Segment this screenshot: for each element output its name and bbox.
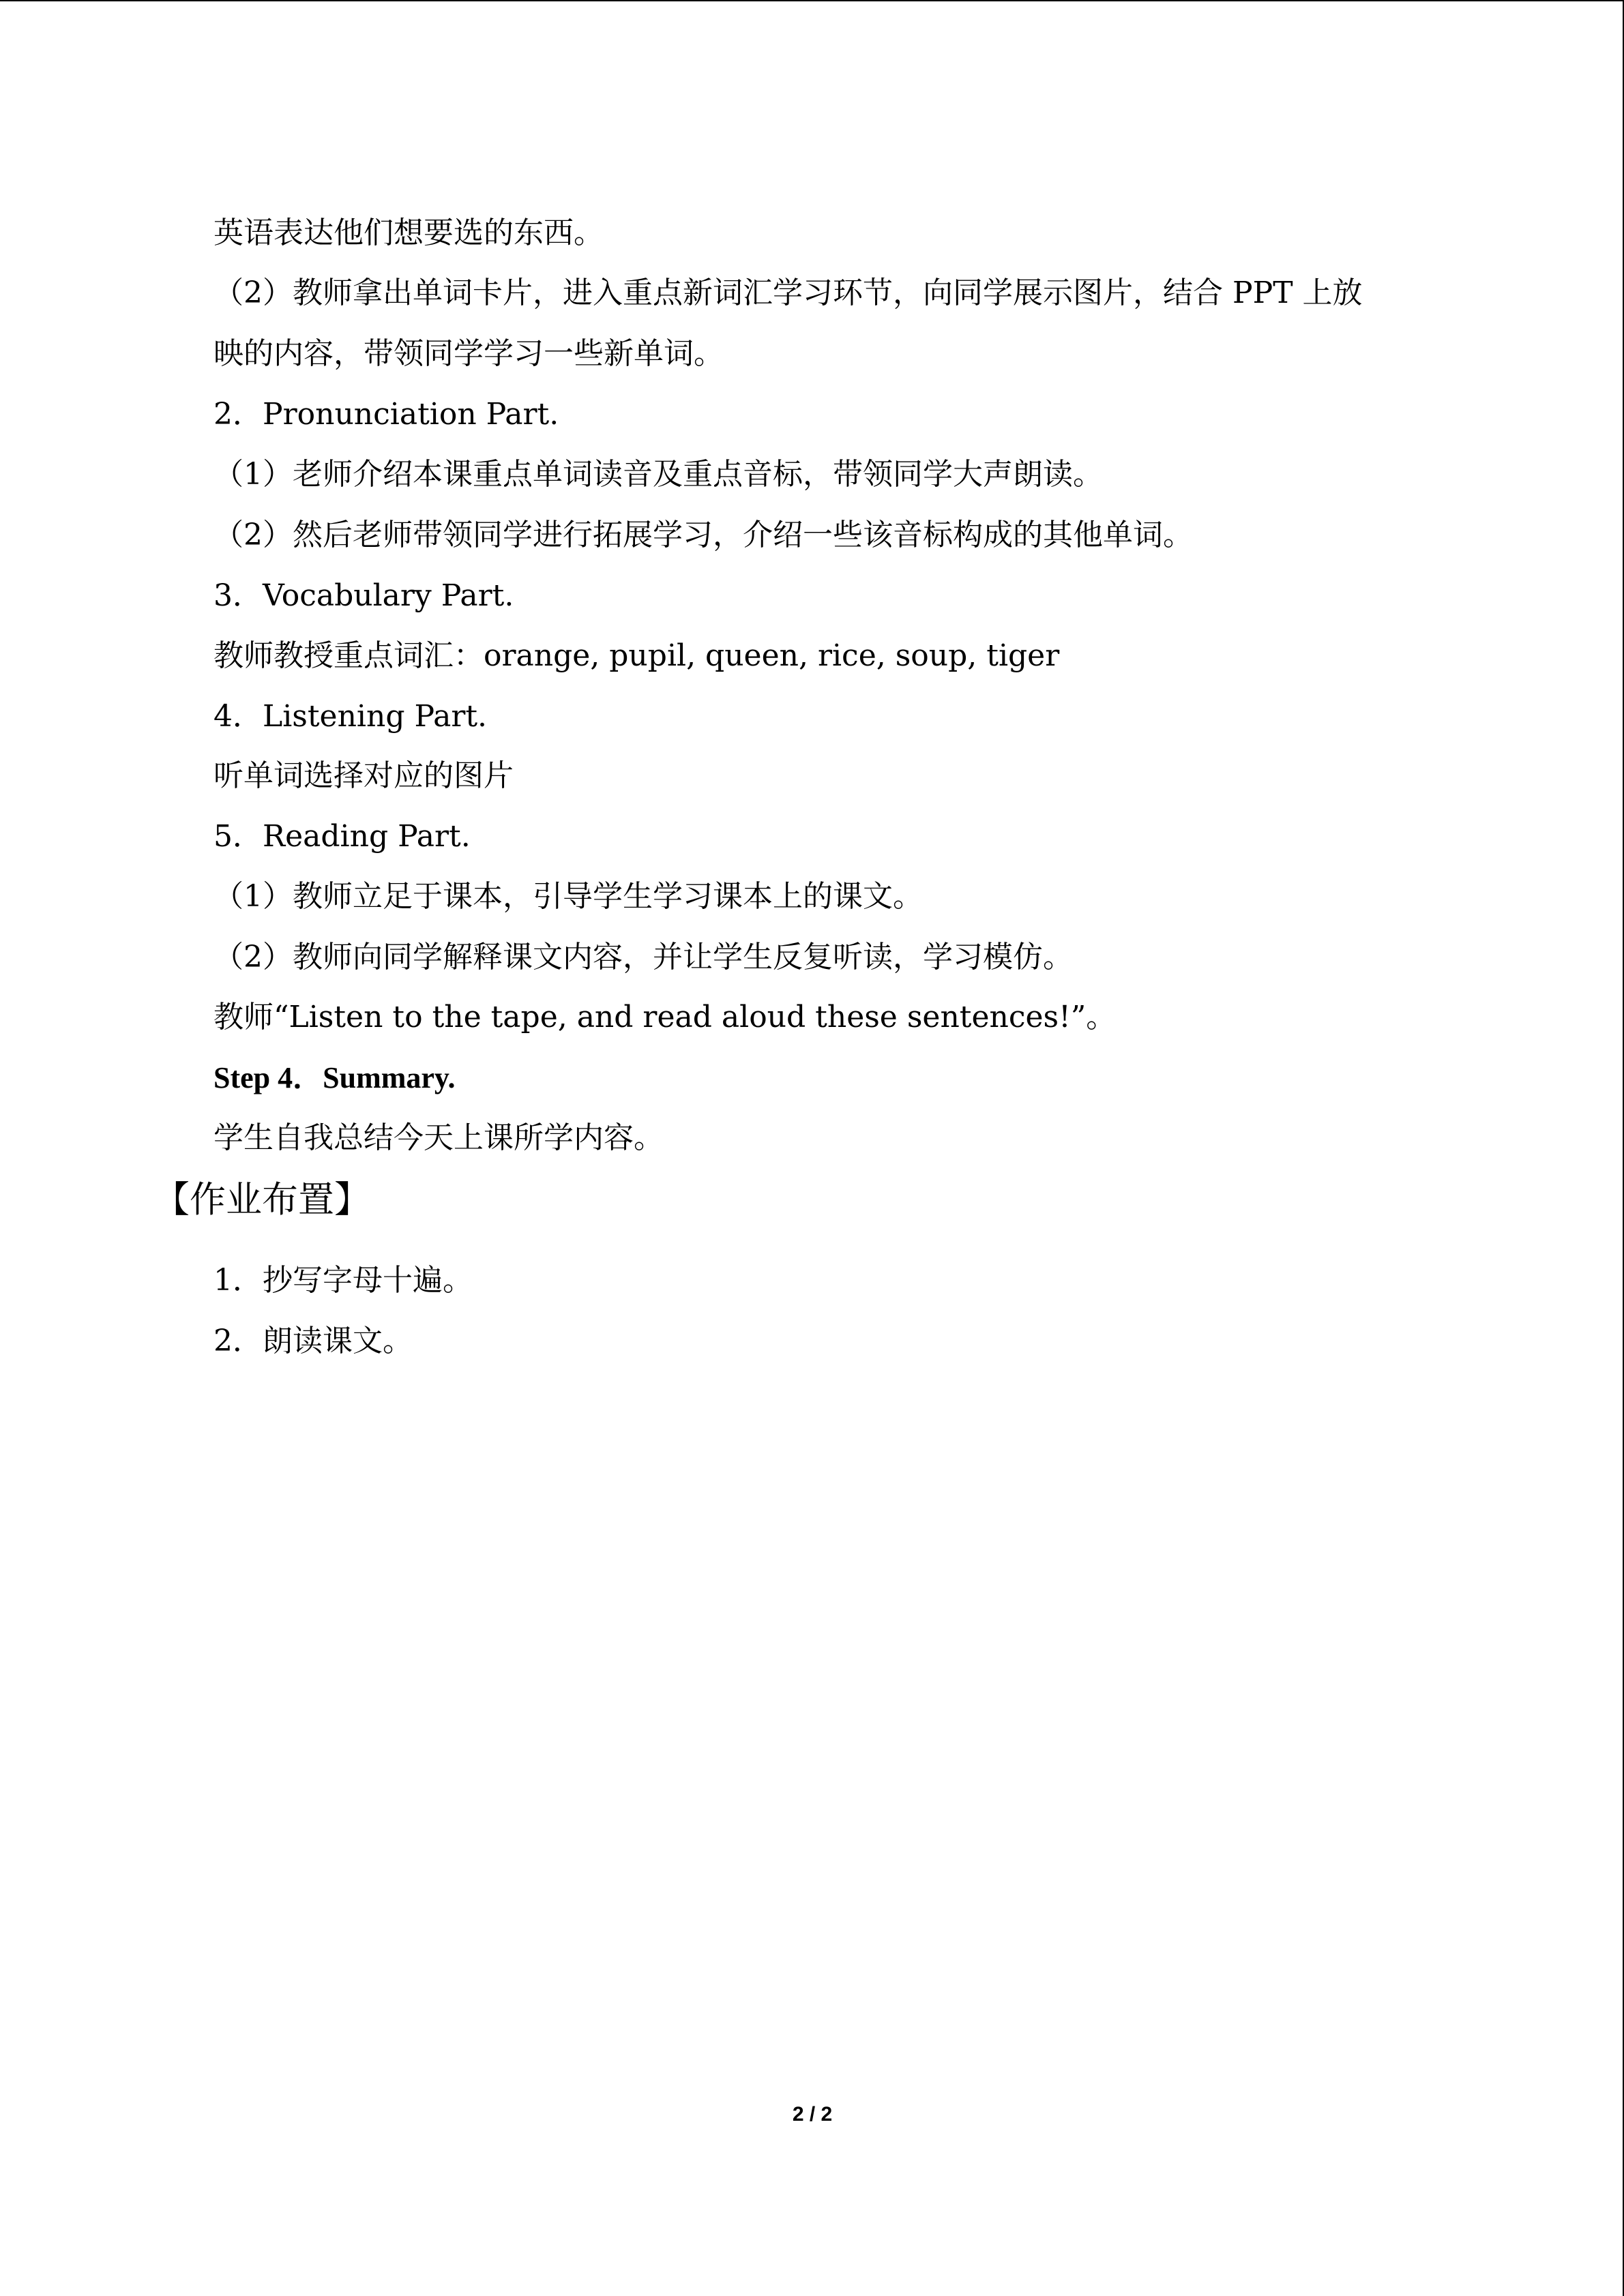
text-line: 教师“Listen to the tape, and read aloud these sentences!”。 [213,1000,1117,1034]
section-heading-reading: 5．Reading Part. [213,819,471,854]
text-line: （2）然后老师带领同学进行拓展学习，介绍一些该音标构成的其他单词。 [213,518,1193,552]
section-heading-vocabulary: 3．Vocabulary Part. [213,578,514,613]
text-line: （2）教师拿出单词卡片，进入重点新词汇学习环节，向同学展示图片，结合 PPT 上放 [213,275,1363,310]
page-number: 2 / 2 [792,2103,833,2126]
homework-heading: 【作业布置】 [153,1179,370,1221]
step-heading-summary: Step 4．Summary. [213,1061,456,1094]
text-line: （1）教师立足于课本，引导学生学习课本上的课文。 [213,879,923,914]
text-line: （1）老师介绍本课重点单词读音及重点音标，带领同学大声朗读。 [213,457,1103,492]
text-line: 英语表达他们想要选的东西。 [213,215,604,250]
homework-item: 1．抄写字母十遍。 [213,1263,473,1298]
text-line: （2）教师向同学解释课文内容，并让学生反复听读，学习模仿。 [213,940,1073,974]
homework-item: 2．朗读课文。 [213,1324,413,1358]
section-heading-pronunciation: 2．Pronunciation Part. [213,397,559,432]
text-line: 听单词选择对应的图片 [213,758,514,793]
text-line: 学生自我总结今天上课所学内容。 [213,1120,664,1155]
text-line: 教师教授重点词汇：orange, pupil, queen, rice, soup, tiger [213,638,1060,673]
section-heading-listening: 4．Listening Part. [213,699,488,734]
text-line: 映的内容，带领同学学习一些新单词。 [213,336,724,371]
